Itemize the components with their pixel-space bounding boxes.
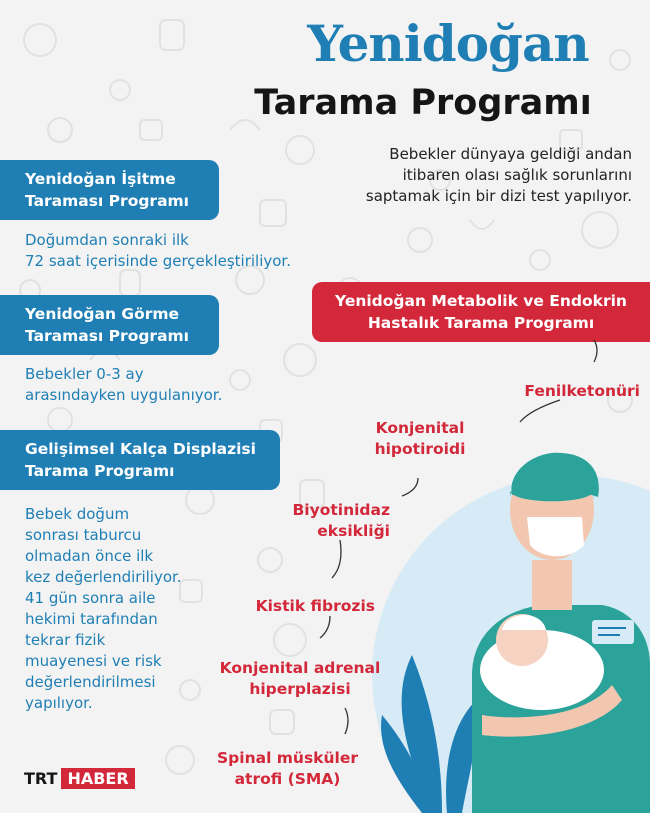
arrow-4: [332, 540, 341, 578]
arrow-6: [345, 708, 348, 734]
vision-program-description: Bebekler 0-3 ay arasındayken uygulanıyor.: [25, 365, 223, 404]
condition-congenital-hypothyroidism: Konjenital hipotiroidi: [374, 419, 466, 458]
arrow-3: [402, 478, 418, 496]
intro-text: Bebekler dünyaya geldiği andan itibaren olası sağlık sorunlarını saptamak için bir dizi test yapılıyor.: [365, 145, 632, 205]
condition-biotinidase-deficiency: Biyotinidaz eksikliği: [292, 501, 390, 540]
condition-spinal-muscular-atrophy: Spinal müsküler atrofi (SMA): [217, 749, 358, 788]
arrow-2: [520, 400, 560, 422]
title-line2: Tarama Programı: [254, 83, 592, 123]
vision-program-label: Yenidoğan Görme Taraması Programı: [0, 295, 219, 355]
hearing-program-description: Doğumdan sonraki ilk 72 saat içerisinde gerçekleştiriliyor.: [25, 231, 291, 270]
arrow-5: [320, 616, 330, 638]
hearing-program-label: Yenidoğan İşitme Taraması Programı: [0, 160, 219, 220]
metabolic-program-label: Yenidoğan Metabolik ve Endokrin Hastalık Tarama Programı: [312, 282, 650, 342]
trt-haber-logo: TRT HABER: [24, 768, 135, 789]
hip-dysplasia-program-description: Bebek doğum sonrası taburcu olmadan önce ilk kez değerlendiriliyor. 41 gün sonra aile hekimi tarafından tekrar fizik muayenesi ve risk değerlendirilmesi yapılıyor.: [25, 505, 182, 712]
condition-phenylketonuria: Fenilketonüri: [524, 382, 640, 400]
hip-dysplasia-program-label: Gelişimsel Kalça Displazisi Tarama Programı: [0, 430, 280, 490]
condition-congenital-adrenal-hyperplasia: Konjenital adrenal hiperplazisi: [219, 659, 381, 698]
arrow-1: [594, 340, 597, 362]
condition-cystic-fibrosis: Kistik fibrozis: [255, 597, 375, 615]
title-line1: Yenidoğan: [307, 14, 589, 73]
